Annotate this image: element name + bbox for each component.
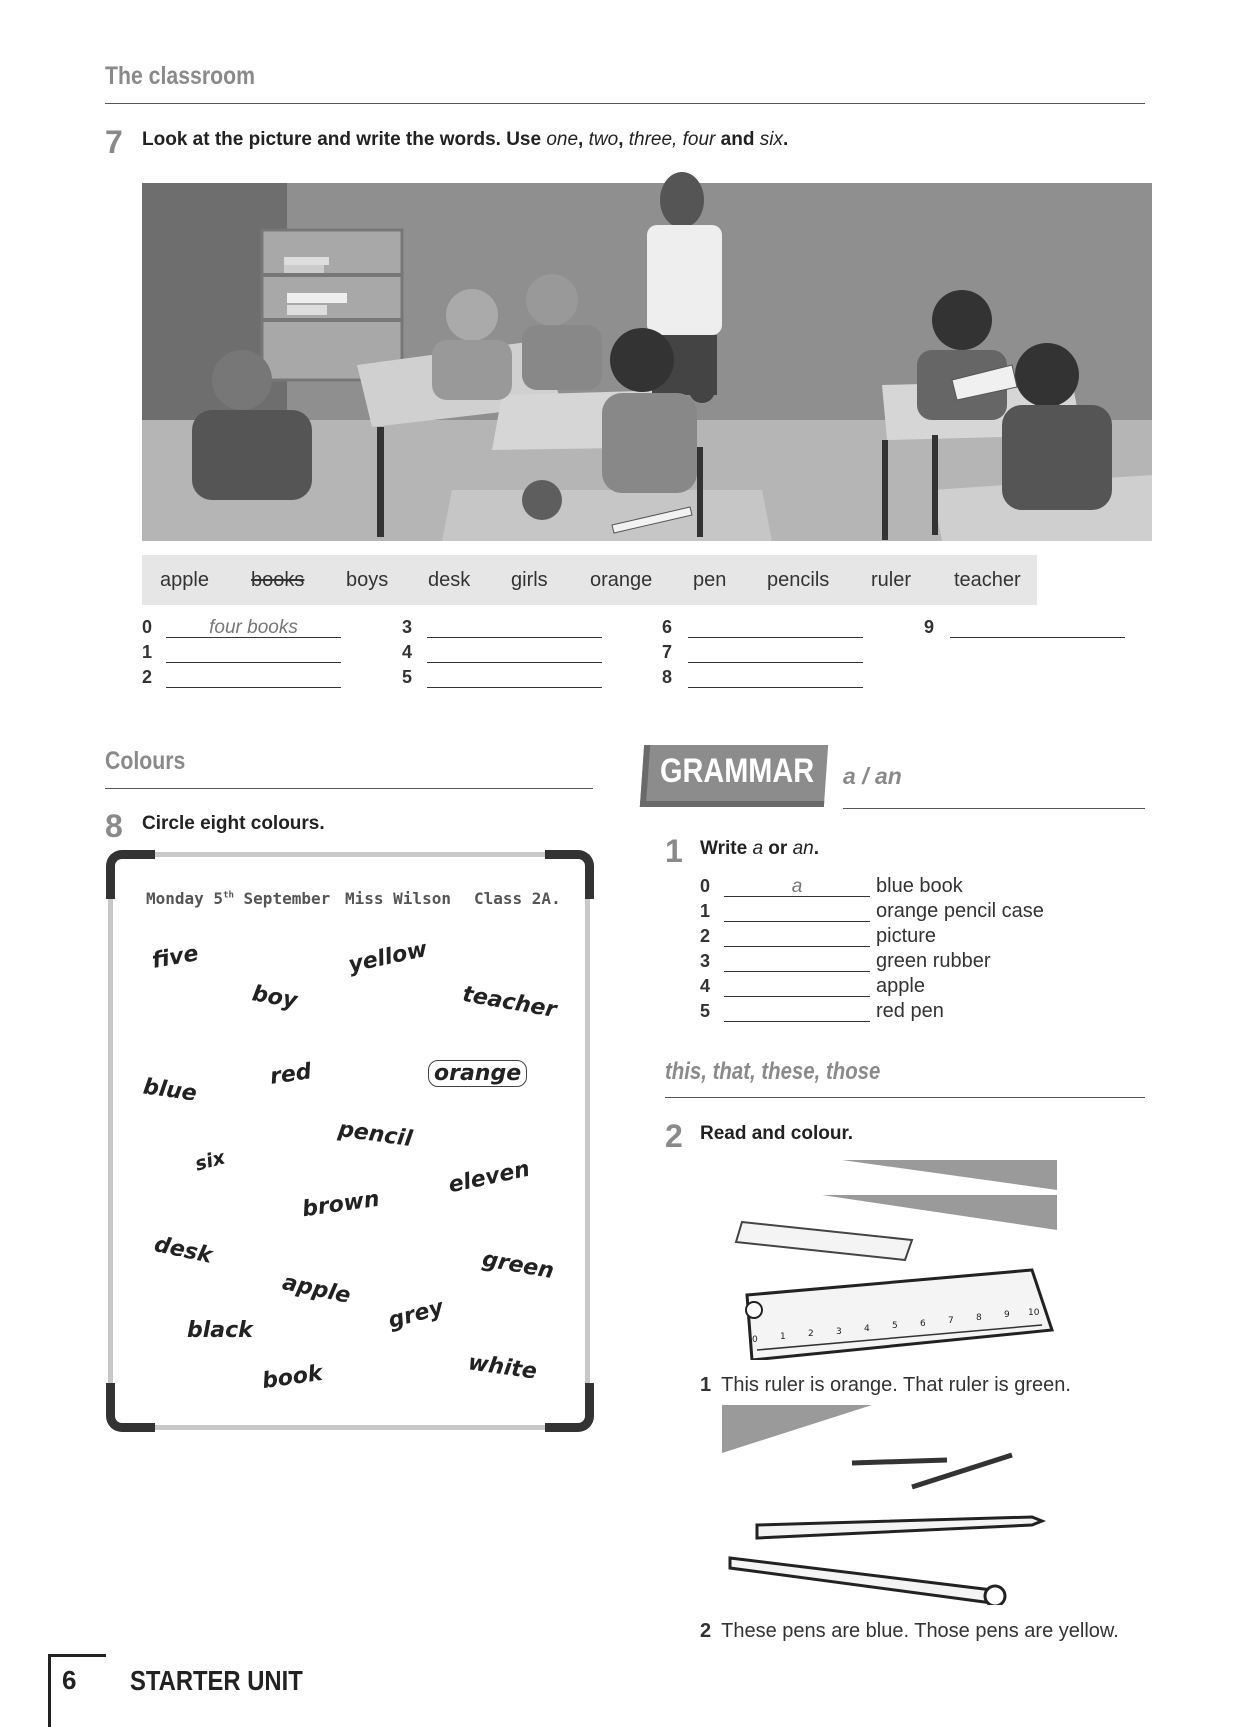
board-word[interactable]: red	[268, 1059, 314, 1090]
answer-blank[interactable]	[724, 976, 870, 997]
ruler-tick: 3	[836, 1327, 842, 1337]
exercise-instruction: Write a or an.	[700, 838, 819, 859]
unit-title: STARTER UNIT	[130, 1665, 303, 1696]
board-word[interactable]: boy	[250, 981, 300, 1014]
board-word[interactable]: six	[192, 1146, 228, 1176]
board-word[interactable]: grey	[385, 1295, 447, 1334]
answer-number: 0	[142, 617, 153, 637]
item-number: 5	[700, 1001, 711, 1021]
grammar-subtopic: this, that, these, those	[665, 1058, 881, 1085]
answer-blank[interactable]	[166, 667, 341, 688]
ruler-tick: 2	[808, 1329, 814, 1339]
board-date: Monday 5th September	[146, 889, 331, 908]
answer-blank[interactable]: a	[724, 876, 870, 897]
item-label: orange pencil case	[876, 900, 1044, 922]
answer-blank[interactable]	[427, 642, 602, 663]
exercise-number: 2	[665, 1118, 683, 1154]
answer-blank[interactable]	[427, 667, 602, 688]
board-word[interactable]: black	[187, 1318, 253, 1343]
answer-blank[interactable]	[724, 926, 870, 947]
board-word[interactable]: pencil	[336, 1116, 414, 1153]
answer-blank[interactable]	[724, 951, 870, 972]
word-bank-item: pencils	[767, 569, 830, 591]
ruler-tick: 9	[1004, 1310, 1010, 1320]
grammar-badge-label: GRAMMAR	[660, 752, 815, 790]
board-word[interactable]: apple	[280, 1270, 353, 1309]
word-bank-item: pen	[693, 569, 727, 591]
item-label: green rubber	[876, 950, 991, 972]
grammar-topic: a / an	[843, 763, 902, 789]
ruler-tick: 1	[780, 1332, 786, 1342]
board-word[interactable]: white	[466, 1350, 539, 1385]
exercise-number: 1	[665, 833, 683, 869]
section-rule	[843, 808, 1145, 809]
board-word[interactable]: eleven	[446, 1156, 533, 1199]
board-word-circled[interactable]: orange	[428, 1060, 527, 1087]
exercise-number: 8	[105, 808, 123, 844]
item-label: picture	[876, 925, 937, 947]
section-rule	[105, 103, 1145, 104]
section-title-colours: Colours	[105, 747, 186, 775]
answer-blank[interactable]	[427, 617, 602, 638]
word-bank-item: orange	[590, 569, 653, 591]
footer-bar	[48, 1654, 51, 1727]
answer-number: 4	[402, 642, 413, 662]
board-word[interactable]: yellow	[346, 936, 430, 979]
board-word[interactable]: teacher	[460, 981, 559, 1024]
answer-number: 3	[402, 617, 413, 637]
item-number: 0	[700, 876, 711, 896]
answer-blank[interactable]	[950, 617, 1125, 638]
whiteboard-corner	[106, 1383, 155, 1432]
board-word[interactable]: book	[260, 1360, 325, 1395]
board-word[interactable]: desk	[152, 1232, 215, 1269]
answer-number: 5	[402, 667, 413, 687]
section-title-classroom: The classroom	[105, 62, 255, 90]
rulers-illustration	[712, 1160, 1062, 1360]
exercise-instruction: Read and colour.	[700, 1123, 854, 1144]
answer-number: 6	[662, 617, 673, 637]
word-bank-item: teacher	[954, 569, 1021, 591]
word-bank-item: boys	[346, 569, 389, 591]
board-word[interactable]: five	[150, 941, 201, 974]
exercise-instruction: Look at the picture and write the words. Use one, two, three, four and six.	[142, 129, 789, 150]
ruler-tick: 5	[892, 1321, 898, 1331]
word-bank-item: ruler	[871, 569, 912, 591]
exercise-number: 7	[105, 124, 123, 160]
ruler-tick: 0	[752, 1335, 758, 1345]
ruler-tick: 6	[920, 1319, 926, 1329]
page-number: 6	[62, 1665, 77, 1695]
answer-number: 9	[924, 617, 935, 637]
section-rule	[665, 1097, 1145, 1098]
caption-2: 2 These pens are blue. Those pens are yellow.	[700, 1620, 1119, 1642]
answer-blank[interactable]: four books	[166, 617, 341, 638]
ruler-tick: 7	[948, 1316, 954, 1326]
answer-blank[interactable]	[724, 901, 870, 922]
item-number: 2	[700, 926, 711, 946]
answer-blank[interactable]	[688, 667, 863, 688]
classroom-illustration	[142, 165, 1152, 541]
item-label: blue book	[876, 875, 963, 897]
word-bank-item-crossed: books	[251, 569, 305, 591]
ruler-tick: 4	[864, 1324, 870, 1334]
answer-blank[interactable]	[724, 1001, 870, 1022]
answer-number: 8	[662, 667, 673, 687]
pens-illustration	[712, 1405, 1062, 1605]
ruler-tick: 8	[976, 1313, 982, 1323]
whiteboard-corner	[545, 1383, 594, 1432]
item-label: apple	[876, 975, 925, 997]
board-class: Class 2A.	[474, 889, 561, 908]
word-bank-item: apple	[160, 569, 209, 591]
ruler-tick: 10	[1028, 1308, 1040, 1318]
answer-number: 7	[662, 642, 673, 662]
board-word[interactable]: green	[480, 1246, 556, 1285]
answer-blank[interactable]	[688, 617, 863, 638]
item-number: 3	[700, 951, 711, 971]
footer-bar	[48, 1654, 106, 1657]
word-bank-item: desk	[428, 569, 471, 591]
board-word[interactable]: blue	[141, 1074, 199, 1107]
item-label: red pen	[876, 1000, 944, 1022]
word-bank-item: girls	[511, 569, 548, 591]
section-rule	[105, 788, 593, 789]
caption-1: 1 This ruler is orange. That ruler is green.	[700, 1374, 1071, 1396]
answer-blank[interactable]	[688, 642, 863, 663]
answer-number: 2	[142, 667, 153, 687]
exercise-instruction: Circle eight colours.	[142, 813, 325, 834]
answer-blank[interactable]	[166, 642, 341, 663]
board-teacher: Miss Wilson	[345, 889, 451, 908]
board-word[interactable]: brown	[300, 1186, 382, 1223]
item-number: 1	[700, 901, 711, 921]
item-number: 4	[700, 976, 711, 996]
answer-number: 1	[142, 642, 153, 662]
